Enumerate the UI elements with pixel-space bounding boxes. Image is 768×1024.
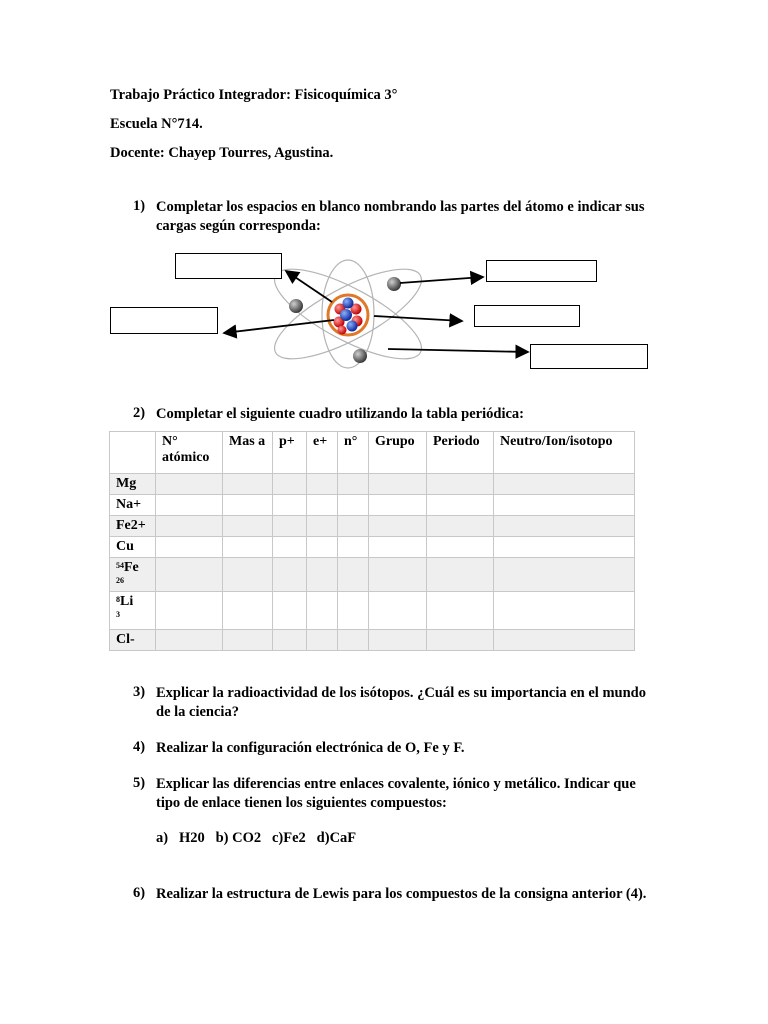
table-cell[interactable] [156,592,223,630]
table-cell[interactable] [338,537,369,558]
table-cell[interactable] [307,630,338,651]
table-cell[interactable] [494,537,635,558]
question-4-number: 4) [133,739,146,755]
table-cell[interactable] [427,474,494,495]
element-label [110,558,156,592]
table-cell[interactable] [338,495,369,516]
table-cell[interactable] [338,558,369,592]
table-cell[interactable] [307,592,338,630]
table-cell[interactable] [273,495,307,516]
table-cell[interactable] [223,592,273,630]
nucleus [328,295,368,335]
table-cell[interactable] [494,474,635,495]
table-cell[interactable] [273,592,307,630]
table-cell[interactable] [307,474,338,495]
table-cell[interactable] [223,630,273,651]
table-header-row [110,432,635,474]
question-1-text: Completar los espacios en blanco nombrando las partes del átomo e indicar sus cargas según corresponda: [156,199,645,234]
table-cell[interactable] [427,630,494,651]
table-cell[interactable] [427,516,494,537]
table-row [110,592,635,630]
table-row [110,474,635,495]
table-cell[interactable] [273,516,307,537]
header-protons: p+ [273,432,307,474]
table-cell[interactable] [156,537,223,558]
table-cell[interactable] [338,516,369,537]
table-cell[interactable] [494,516,635,537]
header-period: Periodo [427,432,494,474]
teacher-name: Docente: Chayep Tourres, Agustina. [110,145,334,161]
table-corner [110,432,156,474]
electron [387,277,401,291]
table-cell[interactable] [307,516,338,537]
table-cell[interactable] [223,558,273,592]
table-cell[interactable] [156,516,223,537]
question-3-number: 3) [133,684,146,700]
answer-box[interactable] [175,253,282,279]
electron [289,299,303,313]
answer-box[interactable] [486,260,597,282]
table-cell[interactable] [273,558,307,592]
header-type: Neutro/Ion/isotopo [494,432,635,474]
table-cell[interactable] [494,630,635,651]
table-row [110,630,635,651]
header-neutrons: n° [338,432,369,474]
question-5-options: a) H20 b) CO2 c)Fe2 d)CaF [156,830,357,846]
answer-box[interactable] [530,344,648,369]
table-cell[interactable] [369,592,427,630]
question-6-text: Realizar la estructura de Lewis para los compuestos de la consigna anterior (4). [156,886,647,902]
element-label: Cl- [110,630,156,651]
header-group: Grupo [369,432,427,474]
atom-diagram [0,0,768,400]
table-cell[interactable] [223,516,273,537]
question-5-text: Explicar las diferencias entre enlaces covalente, iónico y metálico. Indicar que tipo de enlace tienen los siguientes compuestos: [156,776,636,811]
table-cell[interactable] [156,630,223,651]
school-name: Escuela N°714. [110,116,203,132]
table-row [110,558,635,592]
element-symbol: Fe [124,560,139,575]
table-cell[interactable] [494,558,635,592]
table-cell[interactable] [156,495,223,516]
table-cell[interactable] [369,495,427,516]
table-cell[interactable] [494,495,635,516]
electron [353,349,367,363]
table-cell[interactable] [369,630,427,651]
table-cell[interactable] [338,630,369,651]
table-cell[interactable] [369,474,427,495]
table-cell[interactable] [427,495,494,516]
element-label: Cu [110,537,156,558]
mass-number: 54 [116,561,124,570]
question-2-text: Completar el siguiente cuadro utilizando la tabla periódica: [156,406,525,422]
table-cell[interactable] [338,474,369,495]
question-6-number: 6) [133,885,146,901]
table-cell[interactable] [338,592,369,630]
atomic-number: 26 [116,576,124,585]
table-cell[interactable] [273,474,307,495]
element-label: Mg [110,474,156,495]
table-cell[interactable] [307,495,338,516]
header-atomic-number: N° atómico [156,432,223,474]
table-cell[interactable] [156,474,223,495]
element-symbol: Li [120,594,134,609]
answer-box[interactable] [474,305,580,327]
document-title: Trabajo Práctico Integrador: Fisicoquímica 3° [110,87,398,103]
table-row [110,537,635,558]
element-label: Fe2+ [110,516,156,537]
header-electrons: e+ [307,432,338,474]
question-2-number: 2) [133,405,146,421]
table-cell[interactable] [427,537,494,558]
table-cell[interactable] [427,558,494,592]
table-row [110,516,635,537]
element-label: Na+ [110,495,156,516]
table-cell[interactable] [307,537,338,558]
mass-number: 8 [116,595,120,604]
table-cell[interactable] [223,537,273,558]
header-mass: Mas a [223,432,273,474]
table-cell[interactable] [307,558,338,592]
table-cell[interactable] [223,495,273,516]
question-3-text: Explicar la radioactividad de los isótopos. ¿Cuál es su importancia en el mundo de la ciencia? [156,685,646,720]
table-cell[interactable] [273,630,307,651]
table-cell[interactable] [369,537,427,558]
table-cell[interactable] [494,592,635,630]
question-4-text: Realizar la configuración electrónica de O, Fe y F. [156,740,465,756]
table-cell[interactable] [369,558,427,592]
table-cell[interactable] [369,516,427,537]
table-cell[interactable] [156,558,223,592]
periodic-table-worksheet [109,431,635,651]
question-1-number: 1) [133,198,146,214]
element-label [110,592,156,630]
atomic-number: 3 [116,610,120,619]
answer-box[interactable] [110,307,218,334]
table-row [110,495,635,516]
question-5-number: 5) [133,775,146,791]
table-cell[interactable] [273,537,307,558]
table-cell[interactable] [427,592,494,630]
table-cell[interactable] [223,474,273,495]
